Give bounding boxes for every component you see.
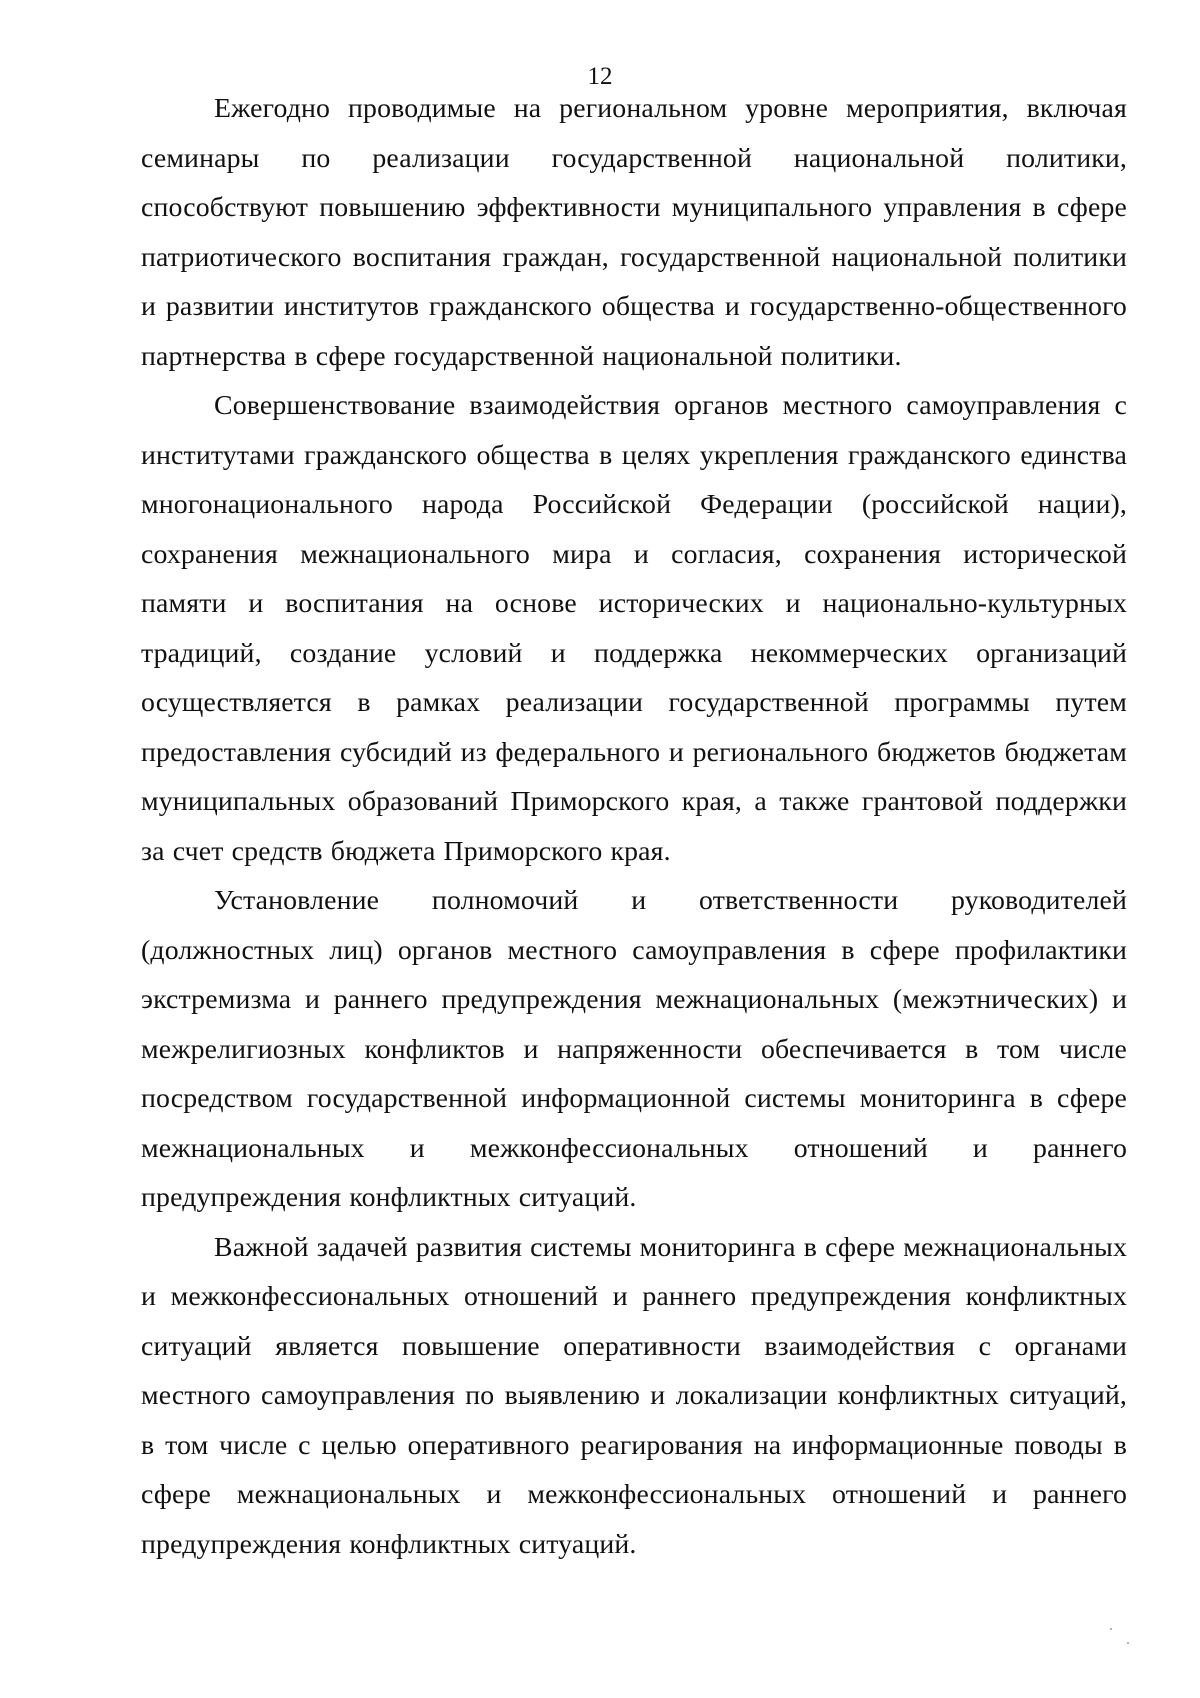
document-body bbox=[141, 84, 1127, 1569]
paragraph-3: Установление полномочий и ответственности руководителей (должностных лиц) органов местного самоуправления в сфере профилактики экстремизма и раннего предупреждения межнациональных (межэтнических) и межрелигиозных конфликтов и напряженности обеспечивается в том числе посредством государственной информационной системы мониторинга в сфере межнациональных и межконфессиональных отношений и раннего предупреждения конфликтных ситуаций. bbox=[141, 885, 1127, 1213]
paragraph-2: Совершенствование взаимодействия органов местного самоуправления с институтами гражданского общества в целях укрепления гражданского единства многонационального народа Российской Федерации (российской нации), сохранения межнационального мира и согласия, сохранения исторической памяти и воспитания на основе исторических и национально-культурных традиций, создание условий и поддержка некоммерческих организаций осуществляется в рамках реализации государственной программы путем предоставления субсидий из федерального и регионального бюджетов бюджетам муниципальных образований Приморского края, а также грантовой поддержки за счет средств бюджета Приморского края. bbox=[141, 390, 1127, 867]
scan-artifact-dot bbox=[1127, 1642, 1129, 1644]
page-number: 12 bbox=[587, 63, 613, 90]
scan-artifact-dot bbox=[1110, 1628, 1112, 1630]
paragraph-4: Важной задачей развития системы мониторинга в сфере межнациональных и межконфессиональных отношений и раннего предупреждения конфликтных ситуаций является повышение оперативности взаимодействия с органами местного самоуправления по выявлению и локализации конфликтных ситуаций, в том числе с целью оперативного реагирования на информационные поводы в сфере межнациональных и межконфессиональных отношений и раннего предупреждения конфликтных ситуаций. bbox=[141, 1231, 1127, 1560]
paragraph-1: Ежегодно проводимые на региональном уровне мероприятия, включая семинары по реализации государственной национальной политики, способствуют повышению эффективности муниципального управления в сфере патриотического воспитания граждан, государственной национальной политики и развитии институтов гражданского общества и государственно-общественного партнерства в сфере государственной национальной политики. bbox=[141, 93, 1127, 372]
